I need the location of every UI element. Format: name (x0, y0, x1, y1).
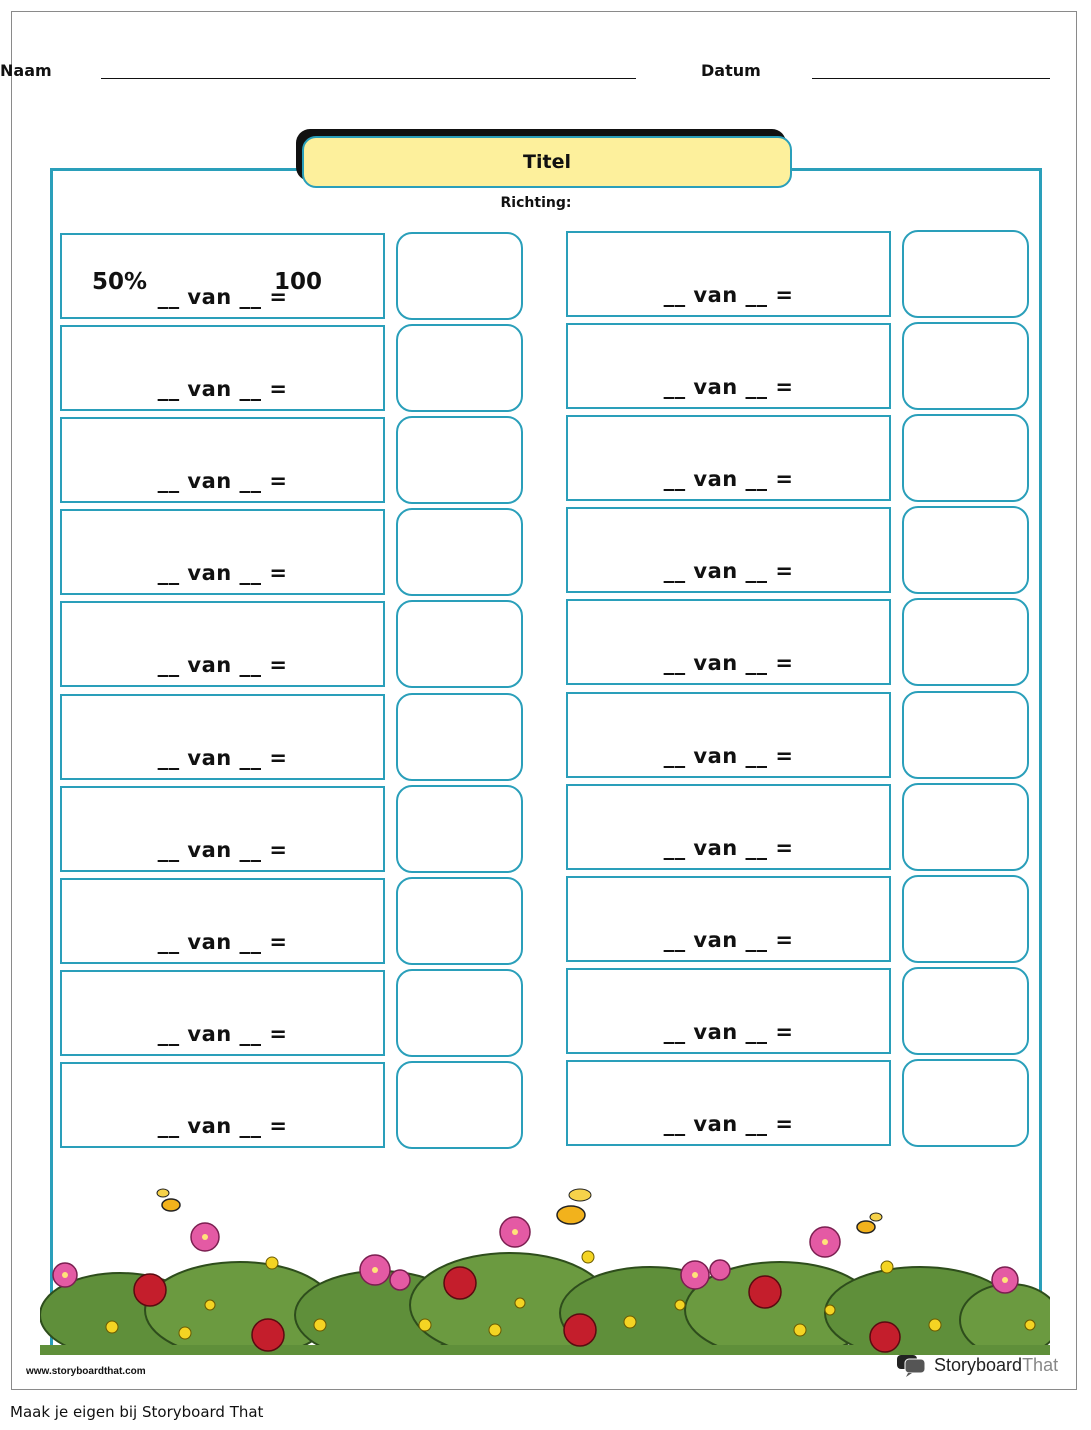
question-text: __ van __ = (663, 1020, 794, 1044)
question-box[interactable] (60, 509, 385, 595)
answer-box[interactable] (396, 877, 523, 965)
question-text: __ van __ = (157, 746, 288, 770)
answer-box[interactable] (902, 783, 1029, 871)
question-text: __ van __ = (663, 283, 794, 307)
question-text: __ van __ = (157, 469, 288, 493)
question-box[interactable] (566, 784, 891, 870)
answer-box[interactable] (902, 967, 1029, 1055)
answer-box[interactable] (396, 416, 523, 504)
answer-box[interactable] (902, 506, 1029, 594)
make-your-own-link[interactable]: Maak je eigen bij Storyboard That (10, 1403, 264, 1421)
answer-box[interactable] (902, 1059, 1029, 1147)
question-box[interactable] (566, 1060, 891, 1146)
answer-box[interactable] (396, 785, 523, 873)
answer-box[interactable] (396, 324, 523, 412)
question-box[interactable] (60, 786, 385, 872)
question-text: __ van __ = (157, 1114, 288, 1138)
date-line[interactable] (812, 78, 1050, 79)
answer-box[interactable] (902, 322, 1029, 410)
name-label: Naam (0, 61, 52, 80)
question-text: __ van __ = (663, 1112, 794, 1136)
question-box[interactable] (60, 694, 385, 780)
answer-box[interactable] (902, 598, 1029, 686)
answer-box[interactable] (902, 230, 1029, 318)
answer-box[interactable] (396, 508, 523, 596)
question-box[interactable] (60, 417, 385, 503)
directions-label: Richting: (500, 195, 572, 211)
answer-box[interactable] (902, 691, 1029, 779)
storyboardthat-logo (896, 1353, 1058, 1377)
question-text: __ van __ = (663, 744, 794, 768)
answer-box[interactable] (902, 875, 1029, 963)
worksheet-title: Titel (523, 151, 571, 173)
question-text: __ van __ = (663, 928, 794, 952)
question-box[interactable] (566, 876, 891, 962)
question-box[interactable] (566, 323, 891, 409)
question-box[interactable] (566, 692, 891, 778)
question-text: __ van __ = (663, 375, 794, 399)
question-box[interactable] (566, 599, 891, 685)
question-box[interactable] (60, 325, 385, 411)
answer-box[interactable] (902, 414, 1029, 502)
question-text: __ van __ = (157, 377, 288, 401)
question-text: __ van __ = (157, 930, 288, 954)
question-box[interactable] (566, 968, 891, 1054)
answer-box[interactable] (396, 693, 523, 781)
name-line[interactable] (101, 78, 636, 79)
question-box[interactable] (60, 233, 385, 319)
question-box[interactable] (60, 878, 385, 964)
question-text: __ van __ = (157, 1022, 288, 1046)
question-text: __ van __ = (157, 561, 288, 585)
answer-box[interactable] (396, 969, 523, 1057)
question-box[interactable] (566, 507, 891, 593)
question-text: __ van __ = (663, 467, 794, 491)
question-box[interactable] (566, 415, 891, 501)
question-box[interactable] (60, 970, 385, 1056)
flower-garden-illustration (40, 1175, 1050, 1355)
title-box[interactable] (302, 136, 792, 188)
footer-url[interactable]: www.storyboardthat.com (26, 1366, 146, 1377)
speech-bubble-icon (896, 1353, 928, 1377)
answer-box[interactable] (396, 232, 523, 320)
question-text: __ van __ = (157, 838, 288, 862)
question-text: __ van __ = (157, 285, 288, 309)
question-box[interactable] (60, 601, 385, 687)
question-box[interactable] (566, 231, 891, 317)
example-percent: 50% (92, 269, 148, 295)
answer-box[interactable] (396, 600, 523, 688)
question-text: __ van __ = (663, 651, 794, 675)
question-text: __ van __ = (663, 836, 794, 860)
answer-box[interactable] (396, 1061, 523, 1149)
date-label: Datum (701, 61, 761, 80)
question-box[interactable] (60, 1062, 385, 1148)
example-total: 100 (274, 269, 323, 295)
question-text: __ van __ = (663, 559, 794, 583)
brand-text: StoryboardThat (934, 1354, 1059, 1375)
question-text: __ van __ = (157, 653, 288, 677)
